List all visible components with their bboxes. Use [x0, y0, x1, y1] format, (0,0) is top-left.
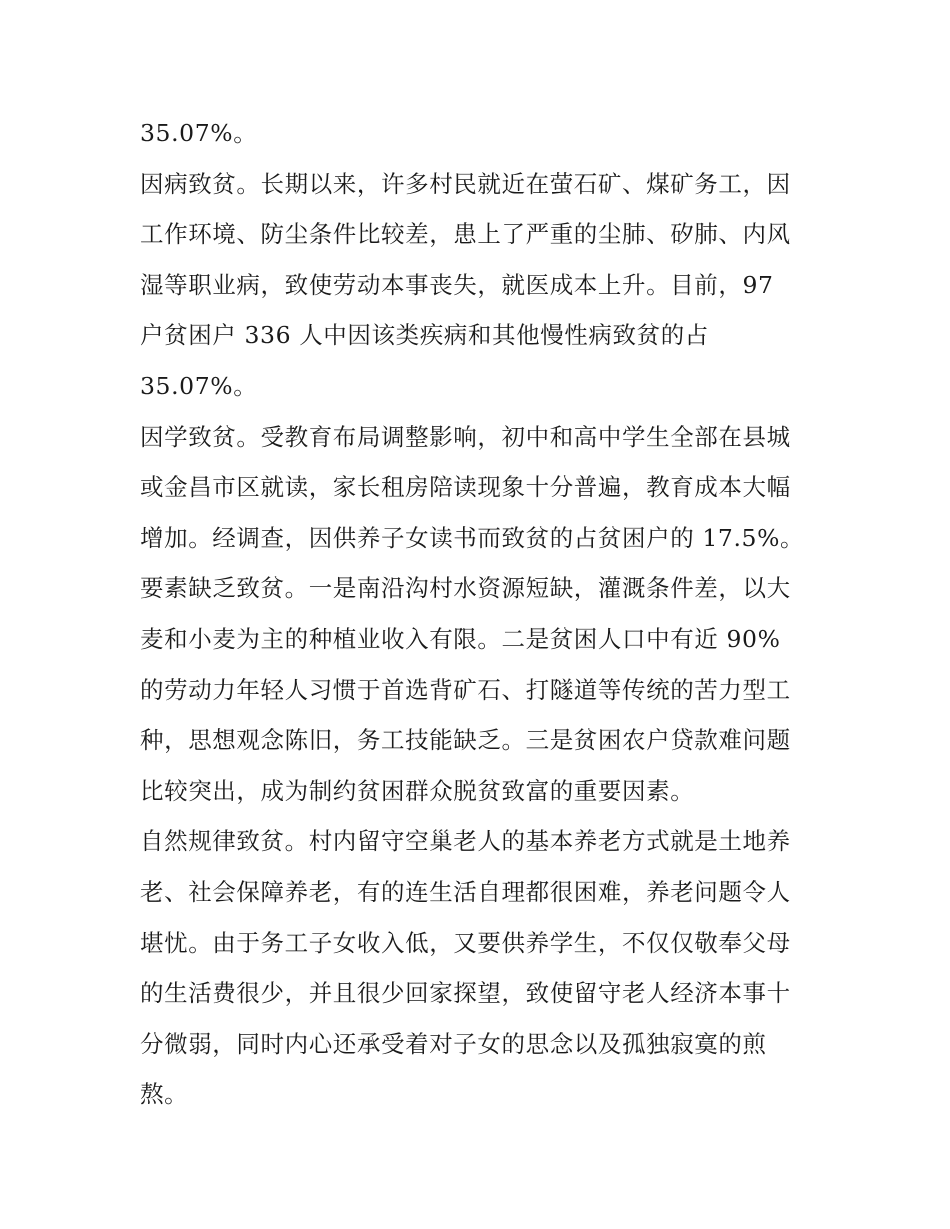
text-line: 麦和小麦为主的种植业收入有限。二是贫困人口中有近 90% — [140, 624, 781, 653]
text-line: 的劳动力年轻人习惯于首选背矿石、打隧道等传统的苦力型工 — [140, 675, 791, 704]
text-line: 或金昌市区就读，家长租房陪读现象十分普遍，教育成本大幅 — [140, 473, 791, 502]
text-line: 因学致贫。受教育布局调整影响，初中和高中学生全部在县城 — [140, 422, 791, 451]
text-line: 35.07%。 — [140, 371, 258, 400]
text-line: 35.07%。 — [140, 119, 258, 147]
text-line: 要素缺乏致贫。一是南沿沟村水资源短缺，灌溉条件差，以大 — [140, 574, 791, 603]
text-line: 堪忧。由于务工子女收入低，又要供养学生，不仅仅敬奉父母 — [140, 928, 791, 957]
text-line: 湿等职业病，致使劳动本事丧失，就医成本上升。目前，97 — [140, 270, 774, 299]
text-line: 因病致贫。长期以来，许多村民就近在萤石矿、煤矿务工，因 — [140, 169, 791, 198]
text-line: 比较突出，成为制约贫困群众脱贫致富的重要因素。 — [140, 776, 695, 805]
text-line: 的生活费很少，并且很少回家探望，致使留守老人经济本事十 — [140, 979, 791, 1008]
text-line: 种，思想观念陈旧，务工技能缺乏。三是贫困农户贷款难问题 — [140, 726, 791, 755]
text-line: 熬。 — [140, 1080, 189, 1109]
document-body — [140, 108, 820, 1120]
text-line: 户贫困户 336 人中因该类疾病和其他慢性病致贫的占 — [140, 321, 709, 350]
text-line: 自然规律致贫。村内留守空巢老人的基本养老方式就是土地养 — [140, 827, 791, 856]
text-line: 分微弱，同时内心还承受着对子女的思念以及孤独寂寞的煎 — [140, 1029, 767, 1058]
text-line: 工作环境、防尘条件比较差，患上了严重的尘肺、矽肺、内风 — [140, 220, 791, 249]
text-line: 老、社会保障养老，有的连生活自理都很困难，养老问题令人 — [140, 877, 791, 906]
text-line: 增加。经调查，因供养子女读书而致贫的占贫困户的 17.5%。 — [140, 523, 805, 552]
